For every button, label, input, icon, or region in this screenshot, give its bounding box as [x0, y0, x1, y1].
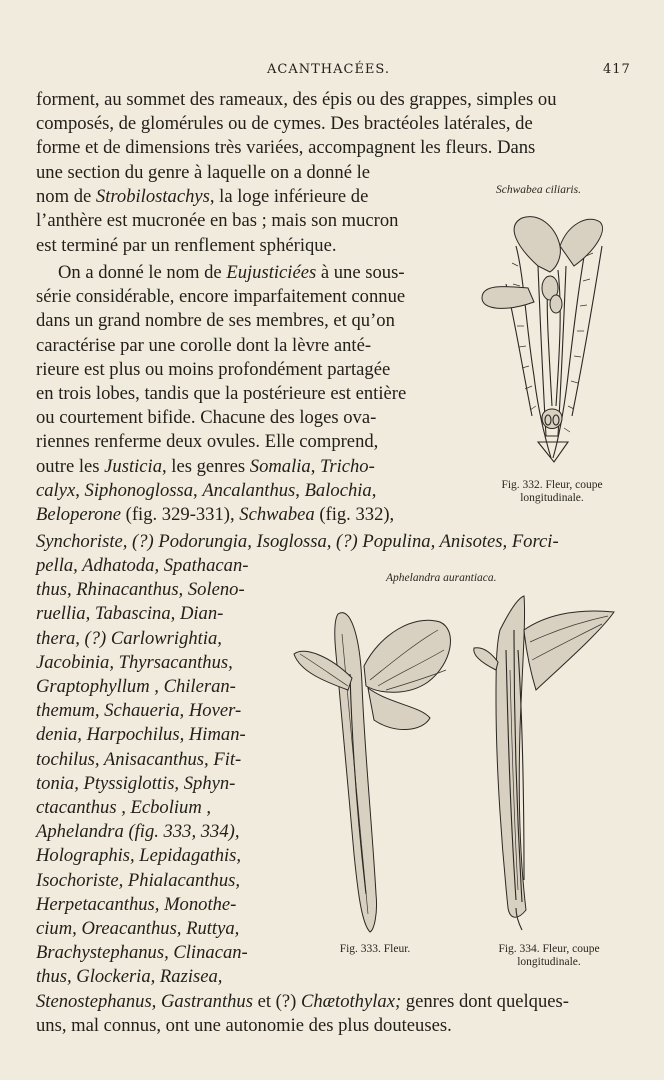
figure-332-label: Schwabea ciliaris.	[496, 184, 581, 196]
text-line: l’anthère est mucronée en bas ; mais son mucron	[36, 210, 399, 232]
text-line: thus, Glockeria, Razisea,	[36, 966, 223, 988]
text-line: dans un grand nombre de ses membres, et qu’on	[36, 310, 395, 332]
text-line: Holographis, Lepidagathis,	[36, 845, 242, 867]
text-line: outre les Justicia, les genres Somalia, Tricho-	[36, 455, 375, 477]
text-line: Aphelandra (fig. 333, 334),	[36, 821, 240, 843]
text-line: ctacanthus , Ecbolium ,	[36, 797, 212, 819]
text-line: ruellia, Tabascina, Dian-	[36, 603, 224, 625]
text-line: thera, (?) Carlowrightia,	[36, 627, 222, 649]
text-line: série considérable, encore imparfaitement connue	[36, 286, 406, 308]
text-line: caractérise par une corolle dont la lèvre anté-	[36, 334, 372, 356]
text-full-width-genera	[36, 530, 628, 554]
figure-332-caption: Fig. 332. Fleur, coupe longitudinale.	[501, 479, 603, 504]
text-line: calyx, Siphonoglossa, Ancalanthus, Balochia,	[36, 479, 377, 501]
text-line: forme et de dimensions très variées, accompagnent les fleurs. Dans	[36, 137, 536, 159]
text-line: une section du genre à laquelle on a donné le	[36, 162, 371, 183]
text-line: Isochoriste, Phialacanthus,	[36, 869, 240, 891]
text-line: Stenostephanus, Gastranthus et (?) Chætothylax; genres dont quelques-	[36, 991, 569, 1012]
figure-333-illustration	[290, 594, 462, 936]
text-line: Jacobinia, Thyrsacanthus,	[36, 651, 233, 673]
text-line: Herpetacanthus, Monothe-	[36, 893, 237, 915]
text-line: riennes renferme deux ovules. Elle comprend,	[36, 431, 379, 453]
text-line: denia, Harpochilus, Himan-	[36, 724, 246, 746]
text-top	[36, 88, 628, 161]
text-line: uns, mal connus, ont une autonomie des plus douteuses.	[36, 1015, 452, 1037]
text-line: thus, Rhinacanthus, Soleno-	[36, 579, 245, 601]
figure-333-334-label: Aphelandra aurantiaca.	[386, 572, 497, 584]
paragraph-eujusticiees	[36, 261, 458, 527]
text-line: Brachystephanus, Clinacan-	[36, 942, 248, 964]
genera-column	[36, 554, 272, 990]
text-line: ou courtement bifide. Chacune des loges ova-	[36, 407, 377, 429]
text-line: pella, Adhatoda, Spathacan-	[36, 555, 249, 576]
text-line: Beloperone (fig. 329-331), Schwabea (fig. 332),	[36, 504, 395, 526]
text-line: themum, Schaueria, Hover-	[36, 700, 242, 722]
text-line: tonia, Ptyssiglottis, Sphyn-	[36, 772, 236, 794]
text-line: On a donné le nom de Eujusticiées à une sous-	[58, 262, 405, 283]
running-head-title: ACANTHACÉES.	[267, 62, 390, 77]
text-line: forment, au sommet des rameaux, des épis ou des grappes, simples ou	[36, 89, 557, 110]
text-line: composés, de glomérules ou de cymes. Des bractéoles latérales, de	[36, 113, 533, 135]
figure-334-caption: Fig. 334. Fleur, coupe longitudinale.	[498, 943, 600, 968]
paragraph-strobilostachys	[36, 161, 458, 258]
text-line: Graptophyllum , Chileran-	[36, 676, 236, 698]
text-line: cium, Oreacanthus, Ruttya,	[36, 918, 240, 940]
text-line: rieure est plus ou moins profondément partagée	[36, 358, 391, 380]
text-line: en trois lobes, tandis que la postérieure est entière	[36, 383, 407, 405]
figure-334-illustration	[470, 590, 626, 932]
text-line: nom de Strobilostachys, la loge inférieure de	[36, 186, 369, 208]
running-head	[0, 62, 664, 80]
text-bottom	[36, 990, 628, 1038]
text-line: est terminé par un renflement sphérique.	[36, 234, 337, 256]
page-number: 417	[603, 62, 631, 77]
figure-333-caption: Fig. 333. Fleur.	[339, 943, 411, 955]
figure-332-illustration	[476, 206, 626, 468]
text-line: Synchoriste, (?) Podorungia, Isoglossa, (?) Populina, Anisotes, Forci-	[36, 531, 559, 552]
text-line: tochilus, Anisacanthus, Fit-	[36, 748, 242, 770]
